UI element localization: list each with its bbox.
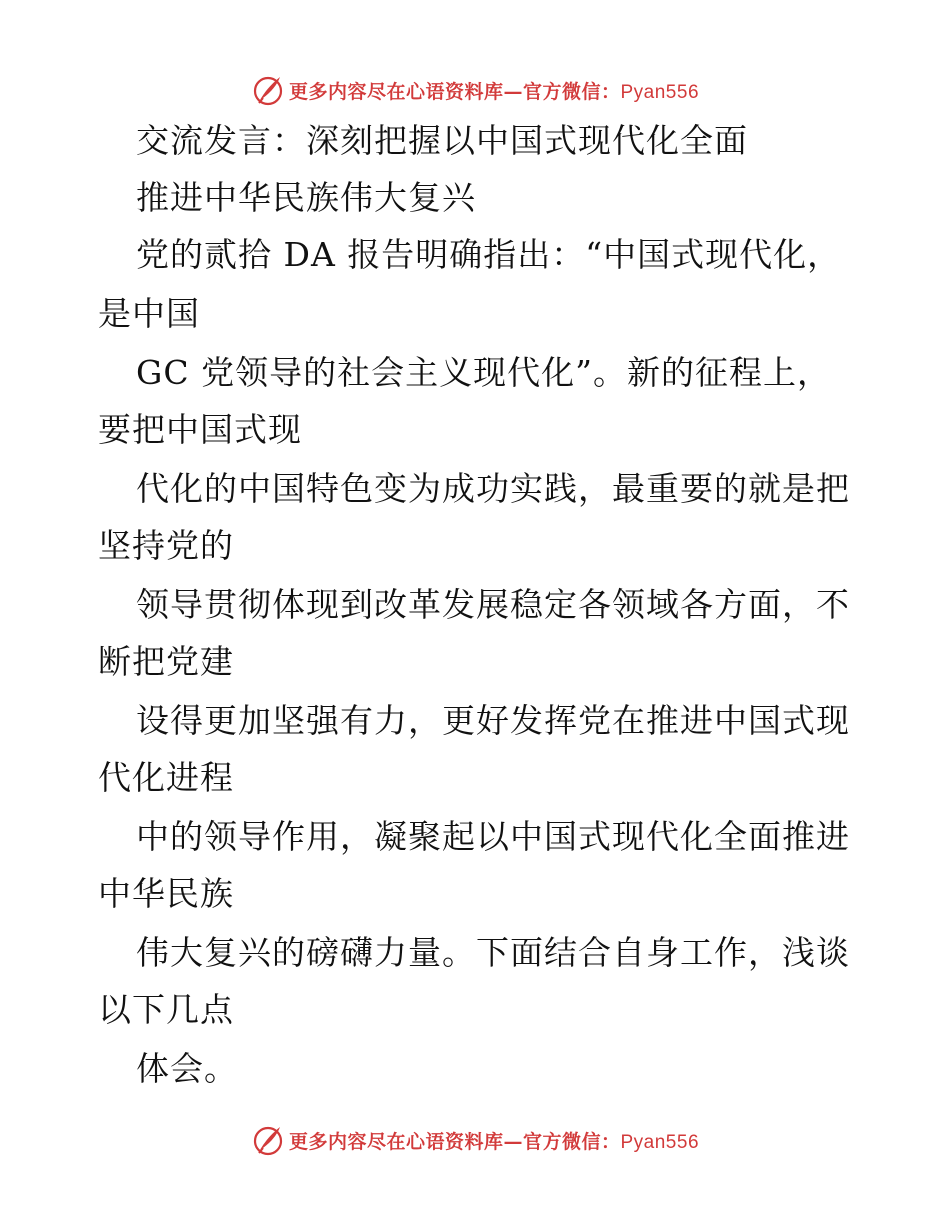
text-line: 伟大复兴的磅礴力量。下面结合自身工作，浅谈 (136, 933, 850, 972)
watermark-text: 更多内容尽在心语资料库—官方微信：Pyan556 (288, 80, 700, 103)
text-line: 设得更加坚强有力，更好发挥党在推进中国式现 (136, 701, 850, 740)
text-line: 体会。 (136, 1049, 238, 1088)
text-line: 中华民族 (98, 874, 234, 913)
text-line: 坚持党的 (98, 526, 234, 565)
footer-watermark (0, 1120, 950, 1160)
text-line: 代化的中国特色变为成功实践，最重要的就是把 (136, 469, 850, 508)
text-line: 交流发言：深刻把握以中国式现代化全面 (136, 121, 748, 160)
header-watermark (0, 70, 950, 110)
quill-pen-logo-icon (251, 1123, 285, 1157)
text-line: 代化进程 (98, 758, 234, 797)
text-line: 以下几点 (98, 990, 234, 1029)
text-line: 是中国 (98, 294, 200, 333)
text-line: 断把党建 (98, 642, 234, 681)
text-line: 党的贰拾 DA 报告明确指出：“中国式现代化， (136, 235, 842, 274)
text-line: 要把中国式现 (98, 410, 302, 449)
watermark-text: 更多内容尽在心语资料库—官方微信：Pyan556 (288, 1130, 700, 1153)
text-line: 推进中华民族伟大复兴 (136, 178, 476, 217)
text-line: 中的领导作用，凝聚起以中国式现代化全面推进 (136, 817, 850, 856)
text-line: 领导贯彻体现到改革发展稳定各领域各方面，不 (136, 585, 850, 624)
quill-pen-logo-icon (251, 73, 285, 107)
text-line: GC 党领导的社会主义现代化”。新的征程上， (136, 353, 831, 392)
